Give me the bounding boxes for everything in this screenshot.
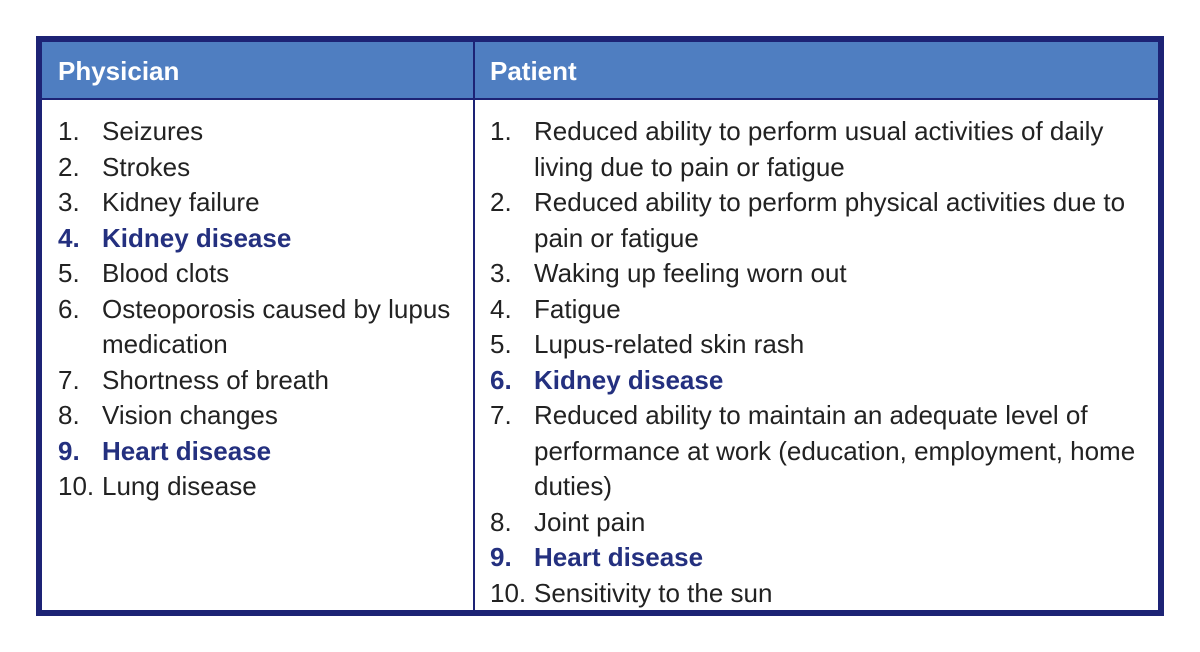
item-number: 1. <box>490 116 512 146</box>
list-item <box>490 185 1150 256</box>
item-number: 9. <box>490 542 512 572</box>
item-number: 6. <box>490 364 512 395</box>
item-text: Heart disease <box>534 542 704 572</box>
patient-column <box>490 114 1150 611</box>
item-number: 9. <box>58 435 80 466</box>
item-text: Osteoporosis caused by lupus medication <box>102 293 451 359</box>
item-number: 10. <box>58 471 95 501</box>
item-number: 3. <box>58 187 80 217</box>
item-number: 4. <box>58 222 80 253</box>
item-number: 1. <box>58 116 80 146</box>
table-header-row <box>42 42 1158 100</box>
header-patient: Patient <box>490 56 577 86</box>
list-item <box>58 363 458 399</box>
item-text: Reduced ability to maintain an adequate level of performance at work (education, employment, home duties) <box>534 400 1136 501</box>
item-number: 5. <box>58 258 80 288</box>
list-item <box>490 292 1150 328</box>
comparison-table <box>36 36 1164 616</box>
list-item <box>490 327 1150 363</box>
item-text: Reduced ability to perform usual activities of daily living due to pain or fatigue <box>534 116 1104 182</box>
list-item <box>490 114 1150 185</box>
item-number: 3. <box>490 258 512 288</box>
item-text: Fatigue <box>534 293 621 324</box>
list-item <box>58 221 458 257</box>
item-text: Sensitivity to the sun <box>534 577 773 608</box>
item-text: Kidney failure <box>102 187 260 217</box>
column-divider <box>473 42 475 610</box>
list-item <box>58 292 458 363</box>
item-number: 7. <box>490 400 512 430</box>
item-text: Reduced ability to perform physical activities due to pain or fatigue <box>534 187 1126 253</box>
item-text: Heart disease <box>102 435 272 466</box>
item-number: 7. <box>58 364 80 395</box>
list-item <box>58 185 458 221</box>
list-item <box>490 256 1150 292</box>
item-text: Lung disease <box>102 471 257 501</box>
list-item <box>490 363 1150 399</box>
item-number: 4. <box>490 293 512 324</box>
list-item <box>58 398 458 434</box>
item-number: 6. <box>58 293 80 324</box>
list-item <box>490 505 1150 541</box>
item-text: Lupus-related skin rash <box>534 329 805 359</box>
item-text: Kidney disease <box>102 222 292 253</box>
item-number: 8. <box>490 506 512 537</box>
item-number: 2. <box>490 187 512 217</box>
item-number: 2. <box>58 151 80 182</box>
patient-list <box>490 114 1150 611</box>
item-number: 8. <box>58 400 80 430</box>
item-text: Joint pain <box>534 506 646 537</box>
list-item <box>58 114 458 150</box>
item-text: Strokes <box>102 151 191 182</box>
list-item <box>490 576 1150 612</box>
item-number: 10. <box>490 577 527 608</box>
list-item <box>490 540 1150 576</box>
item-text: Kidney disease <box>534 364 724 395</box>
list-item <box>58 150 458 186</box>
list-item <box>58 469 458 505</box>
physician-list <box>58 114 458 505</box>
item-text: Vision changes <box>102 400 278 430</box>
item-number: 5. <box>490 329 512 359</box>
item-text: Shortness of breath <box>102 364 329 395</box>
item-text: Blood clots <box>102 258 230 288</box>
list-item <box>58 256 458 292</box>
item-text: Waking up feeling worn out <box>534 258 847 288</box>
list-item <box>58 434 458 470</box>
physician-column <box>58 114 458 505</box>
header-physician: Physician <box>58 56 180 86</box>
item-text: Seizures <box>102 116 204 146</box>
list-item <box>490 398 1150 505</box>
